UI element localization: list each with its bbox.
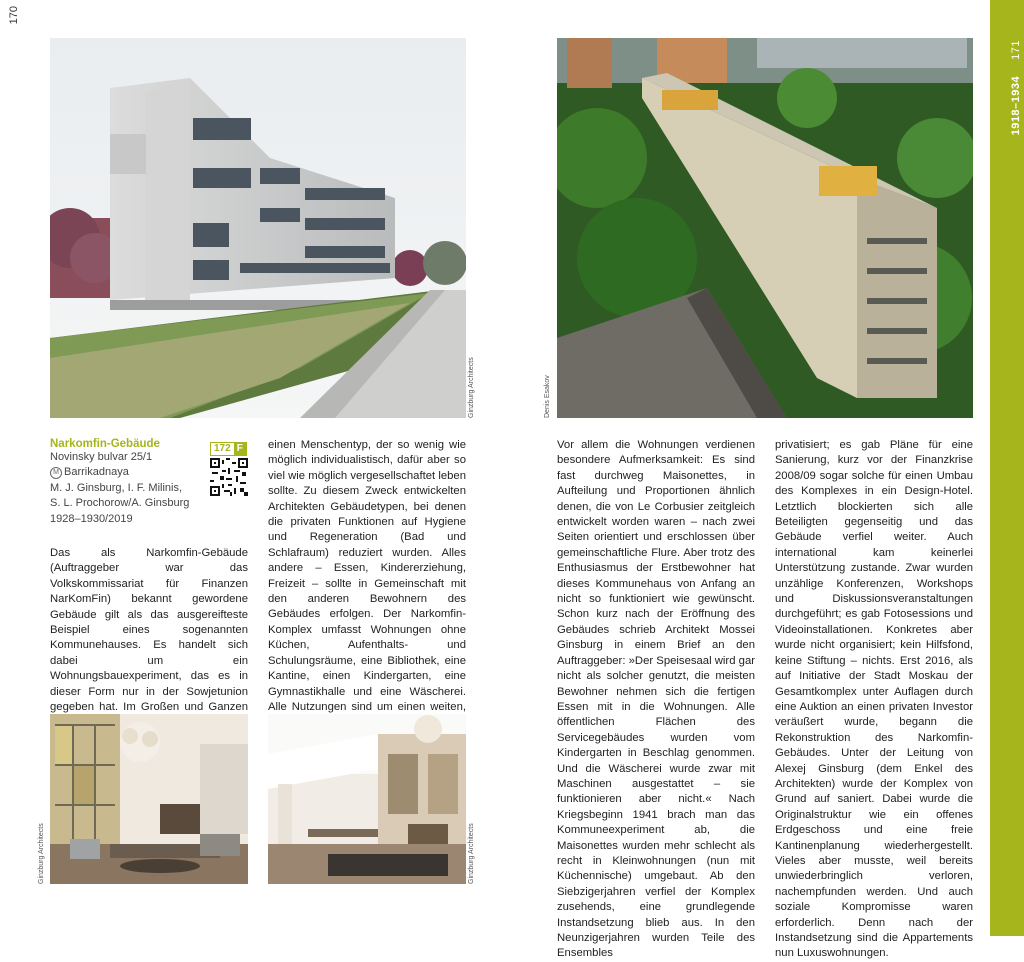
text-paragraph-4: privatisiert; es gab Pläne für eine Sanierung, kurz vor der Finanzkrise 2008/09 sogar solche für einen Umbau des Komplexes in ein Design-Hotel. Letztlich blockierten sich alle Beteiligten gegenseitig und das Gebäude verfiel weiter. Auch international kam keinerlei Unterstützung zustande. Zwar wurden unzählige Konferenzen, Workshops und Diskussionsveranstaltungen durchgeführt; es gab Fotosessions und Videoinstallationen. Konkretes aber wurde nicht organisiert; kein Hilfsfond, keine Stiftung – nichts. Erst 2016, als auf Initiative der Stadt Moskau der Gesamtkomplex unter Auflagen durch eine Auktion an einen privaten Investor veräußert wurde, begann die Rekonstruktion des Narkomfin-Gebäudes. Unter der Leitung von Alexej Ginsburg (dem Enkel des Architekten) wurde der Komplex von Grund auf saniert. Dabei wurde die Originalstruktur wie ein offenes Erdgeschoss und eine freie Kantinenplanung wiederhergestellt. Vieles aber musste, weil bereits unwiederbringlich verloren, nachempfunden werden. Und auch soziale Kompromisse waren erforderlich. Denn nach der Instandsetzung sind die Appartements nun Luxuswohnungen. [775, 439, 973, 960]
entry-address: Novinsky bulvar 25/1 [50, 451, 153, 463]
text-column-2 [268, 438, 466, 731]
section-years: 1918–1934 [1010, 75, 1022, 136]
interior-photo-1 [50, 714, 248, 884]
metro-icon: M [50, 467, 62, 479]
aerial-photo [557, 38, 973, 418]
text-paragraph-3: Vor allem die Wohnungen verdienen besondere Aufmerksamkeit: Es sind fast durchweg Maisonettes, in Aufteilung und Proportionen ähnlich denen, die von Le Corbusier zeitgleich entwickelt worden waren – nach zwei Seiten orientiert und erschlossen über gemeinschaftliche Flure. Aber trotz des Enthusiasmus der Erstbewohner hat dieses Kommunehaus von Anfang an nicht so funktioniert wie gewünscht. Schon kurz nach der Eröffnung des Gebäudes schrieb Architekt Mossei Ginsburg in einem Brief an den Auftraggeber: »Der Speisesaal wird gar nicht als solcher genutzt, die meisten Bewohner nehmen sich die fertigen Essen mit in die Wohnungen. Alle öffentlichen Flächen des Servicegebäudes wurden vom Kindergarten in Beschlag genommen. Und die Wäscherei wurde zwar mit Maschinen ausgestattet – sie funktionieren aber nicht.« Nach Kriegsbeginn 1941 brach man das Kommuneexperiment ab, die Maisonettes wurden mehr schlecht als recht in Kleinwohnungen (nun mit Küchennische) umgebaut. Ab den Siebzigerjahren verfiel der Komplex zusehends, eine grundlegende Instandsetzung blieb aus. In den Neunzigerjahren wurden Teile des Ensembles [557, 439, 755, 960]
page-number-right: 171 [1010, 40, 1022, 60]
exterior-photo [50, 38, 466, 418]
aerial-photo-credit: Denis Esakov [544, 375, 551, 418]
interior-photo-2 [268, 714, 466, 884]
exterior-photo-credit: Ginzburg Architects [468, 357, 475, 418]
qr-code[interactable] [210, 458, 248, 496]
badge-letter: F [234, 443, 246, 455]
sidebar-label [1010, 40, 1022, 135]
entry-architects-2: S. L. Prochorow/A. Ginsburg [50, 497, 190, 510]
text-column-3 [557, 438, 755, 962]
interior-photo-2-credit: Ginzburg Architects [468, 823, 475, 884]
text-paragraph-1: Das als Narkomfin-Gebäude (Auftraggeber war das Volkskommissariat für Finanzen NarKomFin) bekannt gewordene Gebäude gilt als das ausgereifteste Beispiel eines sogenannten Kommunehauses. Es handelt sich dabei um ein Wohnungsbauexperiment, das es in dieser Form nur in der Sowjetunion gegeben hat. Im Großen und Ganzen [50, 547, 248, 714]
text-column-4 [775, 438, 973, 962]
badge-number: 172 [214, 443, 231, 454]
chapter-sidebar [990, 0, 1024, 936]
entry-architects-1: M. J. Ginsburg, I. F. Milinis, [50, 481, 183, 494]
interior-photo-1-credit: Ginzburg Architects [38, 823, 45, 884]
entry-title: Narkomfin-Gebäude [50, 438, 160, 450]
text-paragraph-2: einen Menschentyp, der so wenig wie möglich individualistisch, dafür aber so viel wie möglich vergesellschaftet leben sollte. Zu diesem Zweck entwickelten Architekten Gebäudetypen, bei denen die privaten Funktionen auf Hygiene und Regeneration (Bad und Schlafraum) reduziert wurden. Alles andere – Essen, Kindererziehung, Freizeit – sollte in Gemeinschaft mit den anderen Bewohnern des Gebäudes erfolgen. Der Narkomfin-Komplex umfasst Wohnungen ohne Küchen, Aufenthalts- und Schulungsräume, eine Bibliothek, eine Kantine, einen Kindergarten, eine Gymnastikhalle und eine Wäscherei. Alle Nutzungen sind um einen weiten, [268, 439, 466, 713]
page-number-left: 170 [8, 6, 20, 25]
metro-station: Barrikadnaya [64, 466, 129, 479]
entry-badge [210, 438, 247, 456]
entry-years: 1928–1930/2019 [50, 512, 133, 525]
